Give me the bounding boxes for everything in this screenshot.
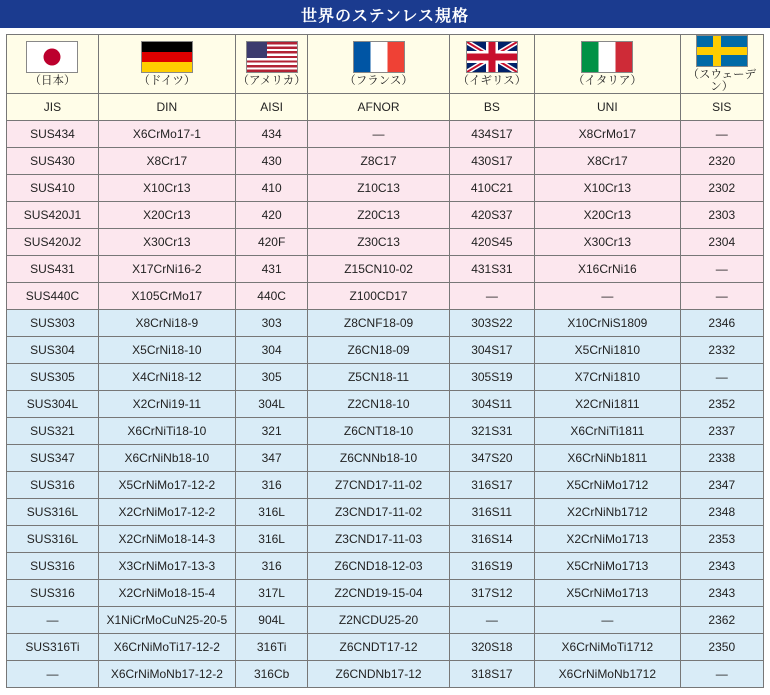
table-cell: 2350 xyxy=(680,634,763,661)
table-cell: SUS316 xyxy=(7,580,99,607)
table-cell: X5CrNi18-10 xyxy=(98,337,235,364)
table-cell: X8Cr17 xyxy=(535,148,680,175)
table-cell: Z2CN18-10 xyxy=(308,391,449,418)
table-cell: X17CrNi16-2 xyxy=(98,256,235,283)
table-cell: Z5CN18-11 xyxy=(308,364,449,391)
table-cell: X2CrNiNb1712 xyxy=(535,499,680,526)
table-cell: 321S31 xyxy=(449,418,535,445)
table-cell: X105CrMo17 xyxy=(98,283,235,310)
table-row xyxy=(7,310,764,337)
table-cell: 2337 xyxy=(680,418,763,445)
table-cell: X30Cr13 xyxy=(535,229,680,256)
table-cell: X20Cr13 xyxy=(98,202,235,229)
table-cell: X5CrNiMo1713 xyxy=(535,553,680,580)
table-row xyxy=(7,229,764,256)
table-cell: X5CrNiMo1713 xyxy=(535,580,680,607)
table-cell: 304S11 xyxy=(449,391,535,418)
table-cell: 2302 xyxy=(680,175,763,202)
stainless-standards-table xyxy=(6,34,764,688)
table-cell: 434 xyxy=(235,121,308,148)
table-cell: 2352 xyxy=(680,391,763,418)
table-cell: X5CrNiMo1712 xyxy=(535,472,680,499)
standard-name-jis: JIS xyxy=(7,94,99,121)
table-cell: 347S20 xyxy=(449,445,535,472)
table-cell: Z20C13 xyxy=(308,202,449,229)
table-row xyxy=(7,499,764,526)
standard-name-din: DIN xyxy=(98,94,235,121)
country-label-gb: （イギリス） xyxy=(457,75,527,87)
country-label-se: （スウェーデン） xyxy=(687,69,757,93)
country-header-de xyxy=(98,35,235,94)
table-cell: Z6CNDT17-12 xyxy=(308,634,449,661)
table-cell: SUS303 xyxy=(7,310,99,337)
table-row xyxy=(7,418,764,445)
table-cell: Z15CN10-02 xyxy=(308,256,449,283)
table-cell: X6CrNiMoNb17-12-2 xyxy=(98,661,235,688)
table-cell: — xyxy=(680,121,763,148)
table-row xyxy=(7,283,764,310)
table-cell: 2353 xyxy=(680,526,763,553)
table-row xyxy=(7,364,764,391)
table-cell: X8CrNi18-9 xyxy=(98,310,235,337)
table-cell: 2362 xyxy=(680,607,763,634)
table-row xyxy=(7,445,764,472)
flag-italy-icon xyxy=(581,41,633,73)
table-cell: 420S37 xyxy=(449,202,535,229)
table-row xyxy=(7,634,764,661)
table-cell: 430 xyxy=(235,148,308,175)
table-cell: Z10C13 xyxy=(308,175,449,202)
table-row xyxy=(7,337,764,364)
table-cell: 318S17 xyxy=(449,661,535,688)
country-header-jp xyxy=(7,35,99,94)
standard-name-aisi: AISI xyxy=(235,94,308,121)
table-cell: 316S14 xyxy=(449,526,535,553)
table-cell: Z6CNNb18-10 xyxy=(308,445,449,472)
table-cell: — xyxy=(7,607,99,634)
table-cell: 320S18 xyxy=(449,634,535,661)
table-cell: X8CrMo17 xyxy=(535,121,680,148)
table-cell: Z8C17 xyxy=(308,148,449,175)
standard-header-row xyxy=(7,94,764,121)
table-cell: X2CrNiMo17-12-2 xyxy=(98,499,235,526)
table-cell: 316 xyxy=(235,472,308,499)
table-cell: X30Cr13 xyxy=(98,229,235,256)
table-cell: 316Cb xyxy=(235,661,308,688)
table-cell: 304S17 xyxy=(449,337,535,364)
standard-name-bs: BS xyxy=(449,94,535,121)
table-cell: 303S22 xyxy=(449,310,535,337)
table-cell: 316Ti xyxy=(235,634,308,661)
table-cell: SUS316 xyxy=(7,472,99,499)
table-cell: X6CrNiTi18-10 xyxy=(98,418,235,445)
table-cell: SUS440C xyxy=(7,283,99,310)
flag-usa-icon xyxy=(246,41,298,73)
table-cell: 303 xyxy=(235,310,308,337)
country-label-de: （ドイツ） xyxy=(138,75,196,87)
table-cell: 316S19 xyxy=(449,553,535,580)
table-cell: Z100CD17 xyxy=(308,283,449,310)
table-cell: SUS316Ti xyxy=(7,634,99,661)
table-cell: 410C21 xyxy=(449,175,535,202)
table-cell: SUS434 xyxy=(7,121,99,148)
table-cell: SUS430 xyxy=(7,148,99,175)
standard-name-afnor: AFNOR xyxy=(308,94,449,121)
table-cell: 316S11 xyxy=(449,499,535,526)
table-cell: — xyxy=(449,283,535,310)
table-cell: Z6CN18-09 xyxy=(308,337,449,364)
country-label-us: （アメリカ） xyxy=(237,75,306,87)
country-header-se xyxy=(680,35,763,94)
table-cell: X6CrNiMoTi17-12-2 xyxy=(98,634,235,661)
table-cell: X6CrNiNb1811 xyxy=(535,445,680,472)
table-cell: 2343 xyxy=(680,580,763,607)
table-cell: 2348 xyxy=(680,499,763,526)
table-cell: Z3CND17-11-02 xyxy=(308,499,449,526)
table-cell: X6CrNiMoNb1712 xyxy=(535,661,680,688)
table-cell: X5CrNiMo17-12-2 xyxy=(98,472,235,499)
table-cell: SUS316 xyxy=(7,553,99,580)
table-cell: SUS304 xyxy=(7,337,99,364)
table-cell: X10CrNiS1809 xyxy=(535,310,680,337)
table-row xyxy=(7,202,764,229)
table-cell: 420S45 xyxy=(449,229,535,256)
table-row xyxy=(7,526,764,553)
table-cell: 420 xyxy=(235,202,308,229)
table-cell: 317L xyxy=(235,580,308,607)
table-body xyxy=(7,121,764,688)
country-label-it: （イタリア） xyxy=(572,75,642,87)
table-cell: X10Cr13 xyxy=(98,175,235,202)
table-cell: 2346 xyxy=(680,310,763,337)
table-cell: 431S31 xyxy=(449,256,535,283)
country-label-jp: （日本） xyxy=(29,75,76,87)
table-cell: X8Cr17 xyxy=(98,148,235,175)
table-cell: 304L xyxy=(235,391,308,418)
country-header-gb xyxy=(449,35,535,94)
table-cell: 305S19 xyxy=(449,364,535,391)
table-row xyxy=(7,121,764,148)
flag-france-icon xyxy=(353,41,405,73)
table-cell: SUS305 xyxy=(7,364,99,391)
country-header-fr xyxy=(308,35,449,94)
table-cell: 904L xyxy=(235,607,308,634)
table-cell: X10Cr13 xyxy=(535,175,680,202)
table-cell: X1NiCrMoCuN25-20-5 xyxy=(98,607,235,634)
table-cell: 430S17 xyxy=(449,148,535,175)
table-cell: 347 xyxy=(235,445,308,472)
table-row xyxy=(7,391,764,418)
table-row xyxy=(7,661,764,688)
table-cell: Z6CND18-12-03 xyxy=(308,553,449,580)
table-row xyxy=(7,553,764,580)
flag-uk-icon xyxy=(466,41,518,73)
table-cell: X6CrNiNb18-10 xyxy=(98,445,235,472)
table-row xyxy=(7,472,764,499)
table-cell: SUS420J1 xyxy=(7,202,99,229)
table-cell: 321 xyxy=(235,418,308,445)
table-cell: X2CrNiMo1713 xyxy=(535,526,680,553)
flag-japan-icon xyxy=(26,41,78,73)
table-cell: 2320 xyxy=(680,148,763,175)
table-cell: — xyxy=(535,607,680,634)
table-cell: 431 xyxy=(235,256,308,283)
table-cell: — xyxy=(449,607,535,634)
table-cell: 316 xyxy=(235,553,308,580)
table-cell: 2332 xyxy=(680,337,763,364)
table-cell: Z6CNT18-10 xyxy=(308,418,449,445)
table-cell: Z8CNF18-09 xyxy=(308,310,449,337)
table-cell: — xyxy=(680,256,763,283)
table-cell: SUS431 xyxy=(7,256,99,283)
table-cell: SUS316L xyxy=(7,526,99,553)
table-cell: 317S12 xyxy=(449,580,535,607)
table-cell: — xyxy=(308,121,449,148)
table-cell: X4CrNi18-12 xyxy=(98,364,235,391)
page-title: 世界のステンレス規格 xyxy=(300,7,469,25)
table-cell: — xyxy=(535,283,680,310)
table-cell: 316S17 xyxy=(449,472,535,499)
table-cell: X6CrNiTi1811 xyxy=(535,418,680,445)
table-cell: Z6CNDNb17-12 xyxy=(308,661,449,688)
standard-name-sis: SIS xyxy=(680,94,763,121)
table-cell: SUS347 xyxy=(7,445,99,472)
table-cell: 304 xyxy=(235,337,308,364)
table-row xyxy=(7,607,764,634)
table-cell: X2CrNi19-11 xyxy=(98,391,235,418)
table-cell: 440C xyxy=(235,283,308,310)
table-cell: SUS304L xyxy=(7,391,99,418)
table-cell: SUS420J2 xyxy=(7,229,99,256)
table-cell: X2CrNi1811 xyxy=(535,391,680,418)
table-cell: 410 xyxy=(235,175,308,202)
country-header-it xyxy=(535,35,680,94)
table-cell: X3CrNiMo17-13-3 xyxy=(98,553,235,580)
table-cell: 2343 xyxy=(680,553,763,580)
table-cell: 2303 xyxy=(680,202,763,229)
table-row xyxy=(7,256,764,283)
table-cell: X2CrNiMo18-14-3 xyxy=(98,526,235,553)
standard-name-uni: UNI xyxy=(535,94,680,121)
country-header-us xyxy=(235,35,308,94)
table-row xyxy=(7,148,764,175)
table-row xyxy=(7,175,764,202)
table-cell: Z30C13 xyxy=(308,229,449,256)
table-cell: 2347 xyxy=(680,472,763,499)
table-cell: X20Cr13 xyxy=(535,202,680,229)
table-cell: Z7CND17-11-02 xyxy=(308,472,449,499)
table-cell: 420F xyxy=(235,229,308,256)
table-cell: X7CrNi1810 xyxy=(535,364,680,391)
table-cell: — xyxy=(680,661,763,688)
table-cell: SUS316L xyxy=(7,499,99,526)
flag-germany-icon xyxy=(141,41,193,73)
table-cell: Z3CND17-11-03 xyxy=(308,526,449,553)
table-cell: X2CrNiMo18-15-4 xyxy=(98,580,235,607)
country-label-fr: （フランス） xyxy=(344,75,413,87)
table-cell: X6CrMo17-1 xyxy=(98,121,235,148)
table-cell: SUS321 xyxy=(7,418,99,445)
flag-sweden-icon xyxy=(696,35,748,67)
table-cell: — xyxy=(680,364,763,391)
table-cell: SUS410 xyxy=(7,175,99,202)
table-cell: X6CrNiMoTi1712 xyxy=(535,634,680,661)
table-row xyxy=(7,580,764,607)
table-cell: Z2NCDU25-20 xyxy=(308,607,449,634)
table-cell: 316L xyxy=(235,526,308,553)
table-cell: X16CrNi16 xyxy=(535,256,680,283)
table-cell: 434S17 xyxy=(449,121,535,148)
table-cell: — xyxy=(680,283,763,310)
table-cell: 305 xyxy=(235,364,308,391)
table-cell: — xyxy=(7,661,99,688)
table-cell: X5CrNi1810 xyxy=(535,337,680,364)
table-cell: Z2CND19-15-04 xyxy=(308,580,449,607)
page-title-bar xyxy=(0,0,770,28)
table-cell: 2304 xyxy=(680,229,763,256)
table-cell: 316L xyxy=(235,499,308,526)
flag-header-row xyxy=(7,35,764,94)
table-cell: 2338 xyxy=(680,445,763,472)
